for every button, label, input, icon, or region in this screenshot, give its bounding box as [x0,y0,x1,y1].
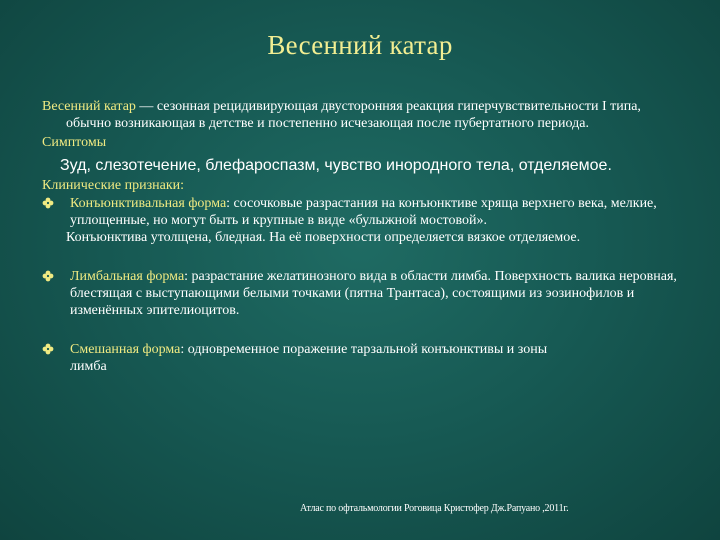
definition-term: Весенний катар [42,99,136,114]
diamond-clover-bullet-icon [42,197,54,209]
mixed-label: Смешанная форма [70,342,181,357]
slide-title: Весенний катар [267,30,453,60]
conjunctival-extra: Конъюнктива утолщена, бледная. На её поверхности определяется вязкое отделяемое. [66,230,581,245]
list-item-mixed [42,341,682,375]
definition-text: — сезонная рецидивирующая двусторонняя реакция гиперчувствительности I типа, обычно возникающая в детстве и постепенно исчезающая после пубертатного периода. [66,99,641,131]
clinical-heading: Клинические признаки: [42,178,185,193]
slide-body [42,98,682,375]
limbal-label: Лимбальная форма [70,269,185,284]
diamond-clover-bullet-icon [42,270,54,282]
limbal-text: : разрастание желатинозного вида в области лимба. Поверхность валика неровная, блестящая с выступающими белыми точками (пятна Трантаса), состоящими из эозинофилов и изменённых эпителиоцитов. [70,269,677,318]
citation: Атлас по офтальмологии Роговица Кристофер Дж.Рапуано ,2011г. [300,503,569,514]
symptoms-heading: Симптомы [42,135,107,150]
conjunctival-text: : сосочковые разрастания на конъюнктиве хряща верхнего века, мелкие, уплощенные, но могут быть и крупные в виде «булыжной мостовой». [70,196,657,228]
symptoms-text: Зуд, слезотечение, блефароспазм, чувство инородного тела, отделяемое. [60,157,612,174]
list-item-conjunctival [42,195,682,229]
mixed-text: : одновременное поражение тарзальной конъюнктивы и зоны лимба [70,342,548,374]
list-item-limbal [42,268,682,319]
diamond-clover-bullet-icon [42,343,54,355]
conjunctival-label: Конъюнктивальная форма [70,196,227,211]
definition-paragraph [42,98,682,132]
